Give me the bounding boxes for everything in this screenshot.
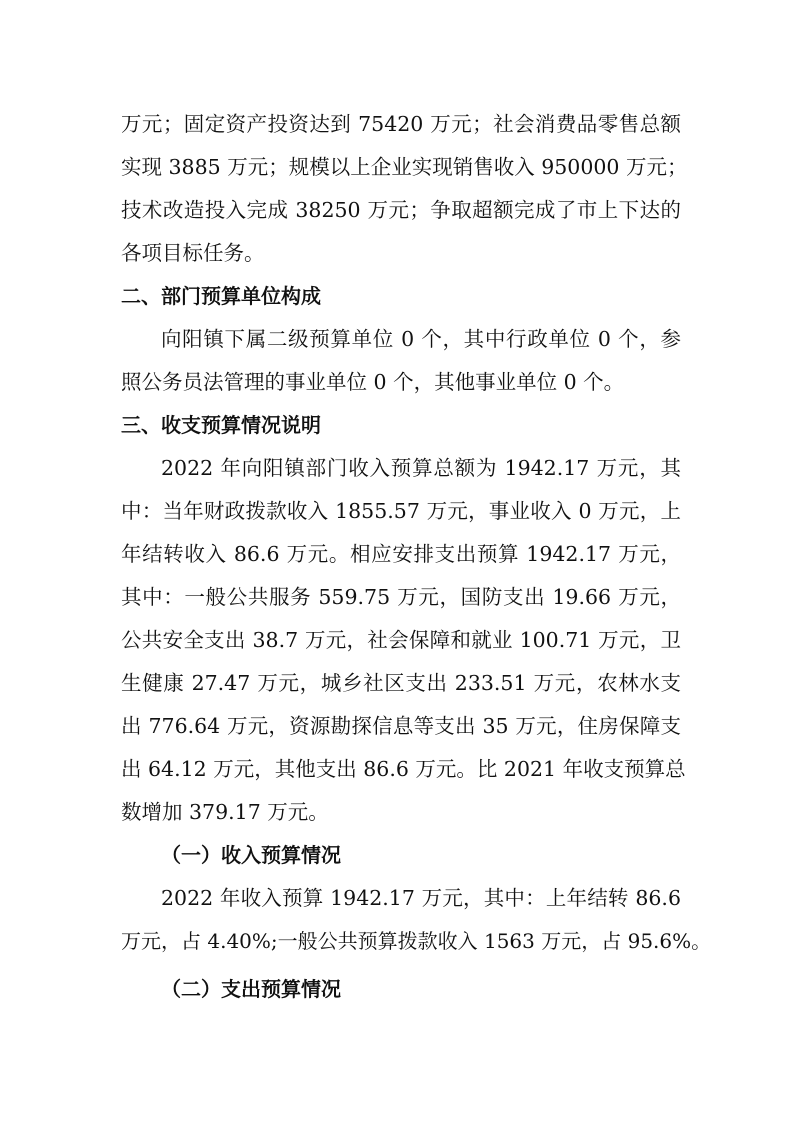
paragraph-line: 万元；固定资产投资达到 75420 万元；社会消费品零售总额 bbox=[121, 112, 681, 136]
section-heading: 二、部门预算单位构成 bbox=[121, 284, 321, 308]
subsection-heading: （二）支出预算情况 bbox=[161, 977, 341, 1001]
paragraph-line: 实现 3885 万元；规模以上企业实现销售收入 950000 万元； bbox=[121, 155, 688, 179]
paragraph-line: 2022 年向阳镇部门收入预算总额为 1942.17 万元，其 bbox=[161, 456, 681, 480]
paragraph-line: 年结转收入 86.6 万元。相应安排支出预算 1942.17 万元， bbox=[121, 542, 681, 566]
paragraph-line: 各项目标任务。 bbox=[121, 241, 265, 265]
paragraph-line: 公共安全支出 38.7 万元，社会保障和就业 100.71 万元，卫 bbox=[121, 628, 681, 652]
paragraph-line: 向阳镇下属二级预算单位 0 个，其中行政单位 0 个，参 bbox=[161, 327, 681, 351]
subsection-heading: （一）收入预算情况 bbox=[161, 843, 341, 867]
paragraph-line: 万元，占 4.40%;一般公共预算拨款收入 1563 万元，占 95.6%。 bbox=[121, 929, 712, 953]
paragraph-line: 2022 年收入预算 1942.17 万元，其中：上年结转 86.6 bbox=[161, 886, 681, 910]
section-heading: 三、收支预算情况说明 bbox=[121, 413, 321, 437]
paragraph-line: 出 64.12 万元，其他支出 86.6 万元。比 2021 年收支预算总 bbox=[121, 757, 686, 781]
paragraph-line: 出 776.64 万元，资源勘探信息等支出 35 万元，住房保障支 bbox=[121, 714, 681, 738]
paragraph-line: 生健康 27.47 万元，城乡社区支出 233.51 万元，农林水支 bbox=[121, 671, 681, 695]
paragraph-line: 数增加 379.17 万元。 bbox=[121, 800, 329, 824]
paragraph-line: 照公务员法管理的事业单位 0 个，其他事业单位 0 个。 bbox=[121, 370, 625, 394]
paragraph-line: 其中：一般公共服务 559.75 万元，国防支出 19.66 万元， bbox=[121, 585, 681, 609]
paragraph-line: 技术改造投入完成 38250 万元；争取超额完成了市上下达的 bbox=[121, 198, 681, 222]
paragraph-line: 中：当年财政拨款收入 1855.57 万元，事业收入 0 万元，上 bbox=[121, 499, 681, 523]
